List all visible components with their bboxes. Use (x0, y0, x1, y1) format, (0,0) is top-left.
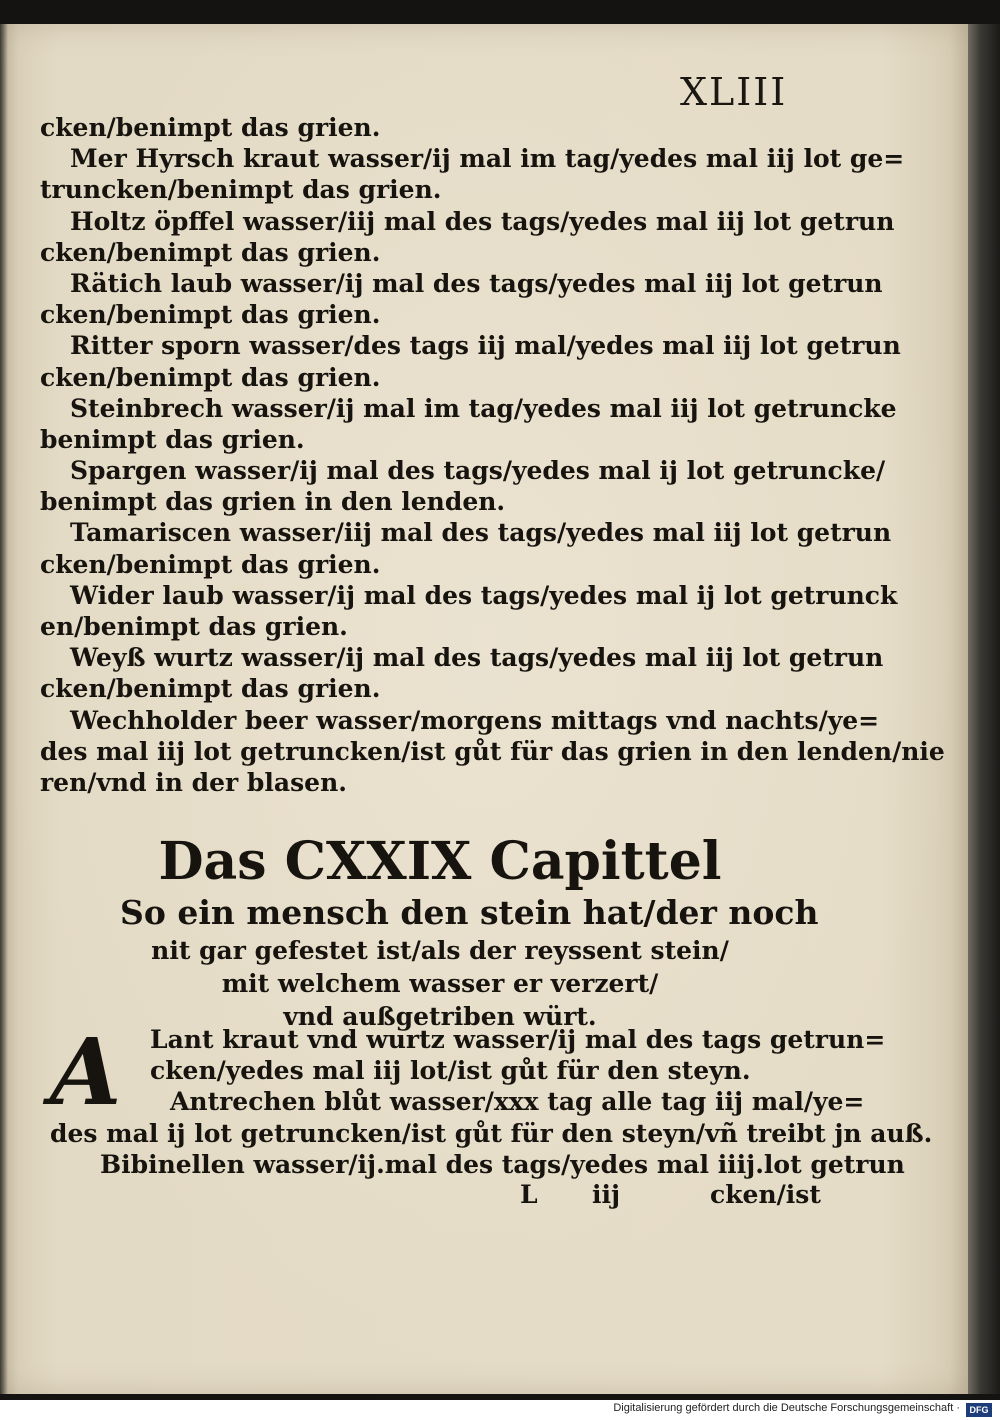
text-line: Holtz öpffel wasser/iij mal des tags/yedes mal iij lot getrun (70, 206, 895, 236)
text-line: Rätich laub wasser/ij mal des tags/yedes mal iij lot getrun (70, 268, 883, 298)
catchword: cken/ist (710, 1180, 821, 1209)
text-line: Bibinellen wasser/ij.mal des tags/yedes mal iiij.lot getrun (100, 1149, 905, 1179)
text-line: truncken/benimpt das grien. (40, 175, 442, 205)
text-line: des mal ij lot getruncken/ist gůt für den steyn/vñ treibt jn auß. (50, 1118, 933, 1148)
folio-number: XLIII (680, 70, 788, 114)
signature-number: iij (592, 1180, 621, 1209)
text-line: Weyß wurtz wasser/ij mal des tags/yedes mal iij lot getrun (70, 643, 884, 673)
chapter-subtitle-line: vnd außgetriben würt. (283, 1002, 597, 1031)
text-line: Lant kraut vnd wurtz wasser/ij mal des tags getrun= (150, 1025, 886, 1054)
text-line: benimpt das grien. (40, 424, 305, 454)
chapter-heading (120, 831, 819, 1033)
text-line: Ritter sporn wasser/des tags iij mal/yedes mal iij lot getrun (70, 331, 901, 361)
text-line: cken/benimpt das grien. (40, 237, 381, 267)
text-line: Wechholder beer wasser/morgens mittags vnd nachts/ye= (70, 705, 880, 735)
text-line: Wider laub wasser/ij mal des tags/yedes mal ij lot getrunck (70, 580, 898, 610)
chapter-subtitle-line: mit welchem wasser er verzert/ (221, 969, 659, 998)
text-line: Steinbrech wasser/ij mal im tag/yedes mal iij lot getruncke (70, 393, 897, 423)
text-line: cken/benimpt das grien. (40, 549, 381, 579)
text-line: Mer Hyrsch kraut wasser/ij mal im tag/yedes mal iij lot ge= (70, 144, 905, 174)
text-line: en/benimpt das grien. (40, 612, 348, 641)
text-line: des mal iij lot getruncken/ist gůt für das grien in den lenden/nie (40, 736, 945, 766)
chapter-title: Das CXXIX Capittel (158, 831, 722, 892)
text-line: ren/vnd in der blasen. (40, 767, 347, 797)
page-left-shadow (0, 24, 8, 1394)
text-line: cken/benimpt das grien. (40, 113, 381, 142)
footer-credit: Digitalisierung gefördert durch die Deutsche Forschungsgemeinschaft · (613, 1402, 960, 1414)
text-line: Tamariscen wasser/iij mal des tags/yedes mal iij lot getrun (70, 518, 892, 548)
dfg-logo: DFG (966, 1403, 992, 1417)
chapter-subtitle-line: nit gar gefestet ist/als der reyssent stein/ (151, 936, 729, 965)
text-line: cken/benimpt das grien. (40, 674, 381, 704)
signature-mark: L (520, 1180, 538, 1209)
page-gutter-edge (968, 24, 1000, 1394)
text-line: cken/yedes mal iij lot/ist gůt für den steyn. (150, 1056, 751, 1086)
chapter-body (50, 1018, 933, 1180)
chapter-subtitle-line: So ein mensch den stein hat/der noch (120, 893, 819, 932)
decorated-initial: A (50, 1018, 122, 1126)
text-line: benimpt das grien in den lenden. (40, 487, 506, 517)
text-line: Antrechen blůt wasser/xxx tag alle tag iij mal/ye= (170, 1087, 865, 1117)
text-line: Spargen wasser/ij mal des tags/yedes mal ij lot getruncke/ (70, 456, 886, 486)
text-line: cken/benimpt das grien. (40, 362, 381, 392)
body-text (40, 112, 945, 798)
text-line: cken/benimpt das grien. (40, 300, 381, 330)
